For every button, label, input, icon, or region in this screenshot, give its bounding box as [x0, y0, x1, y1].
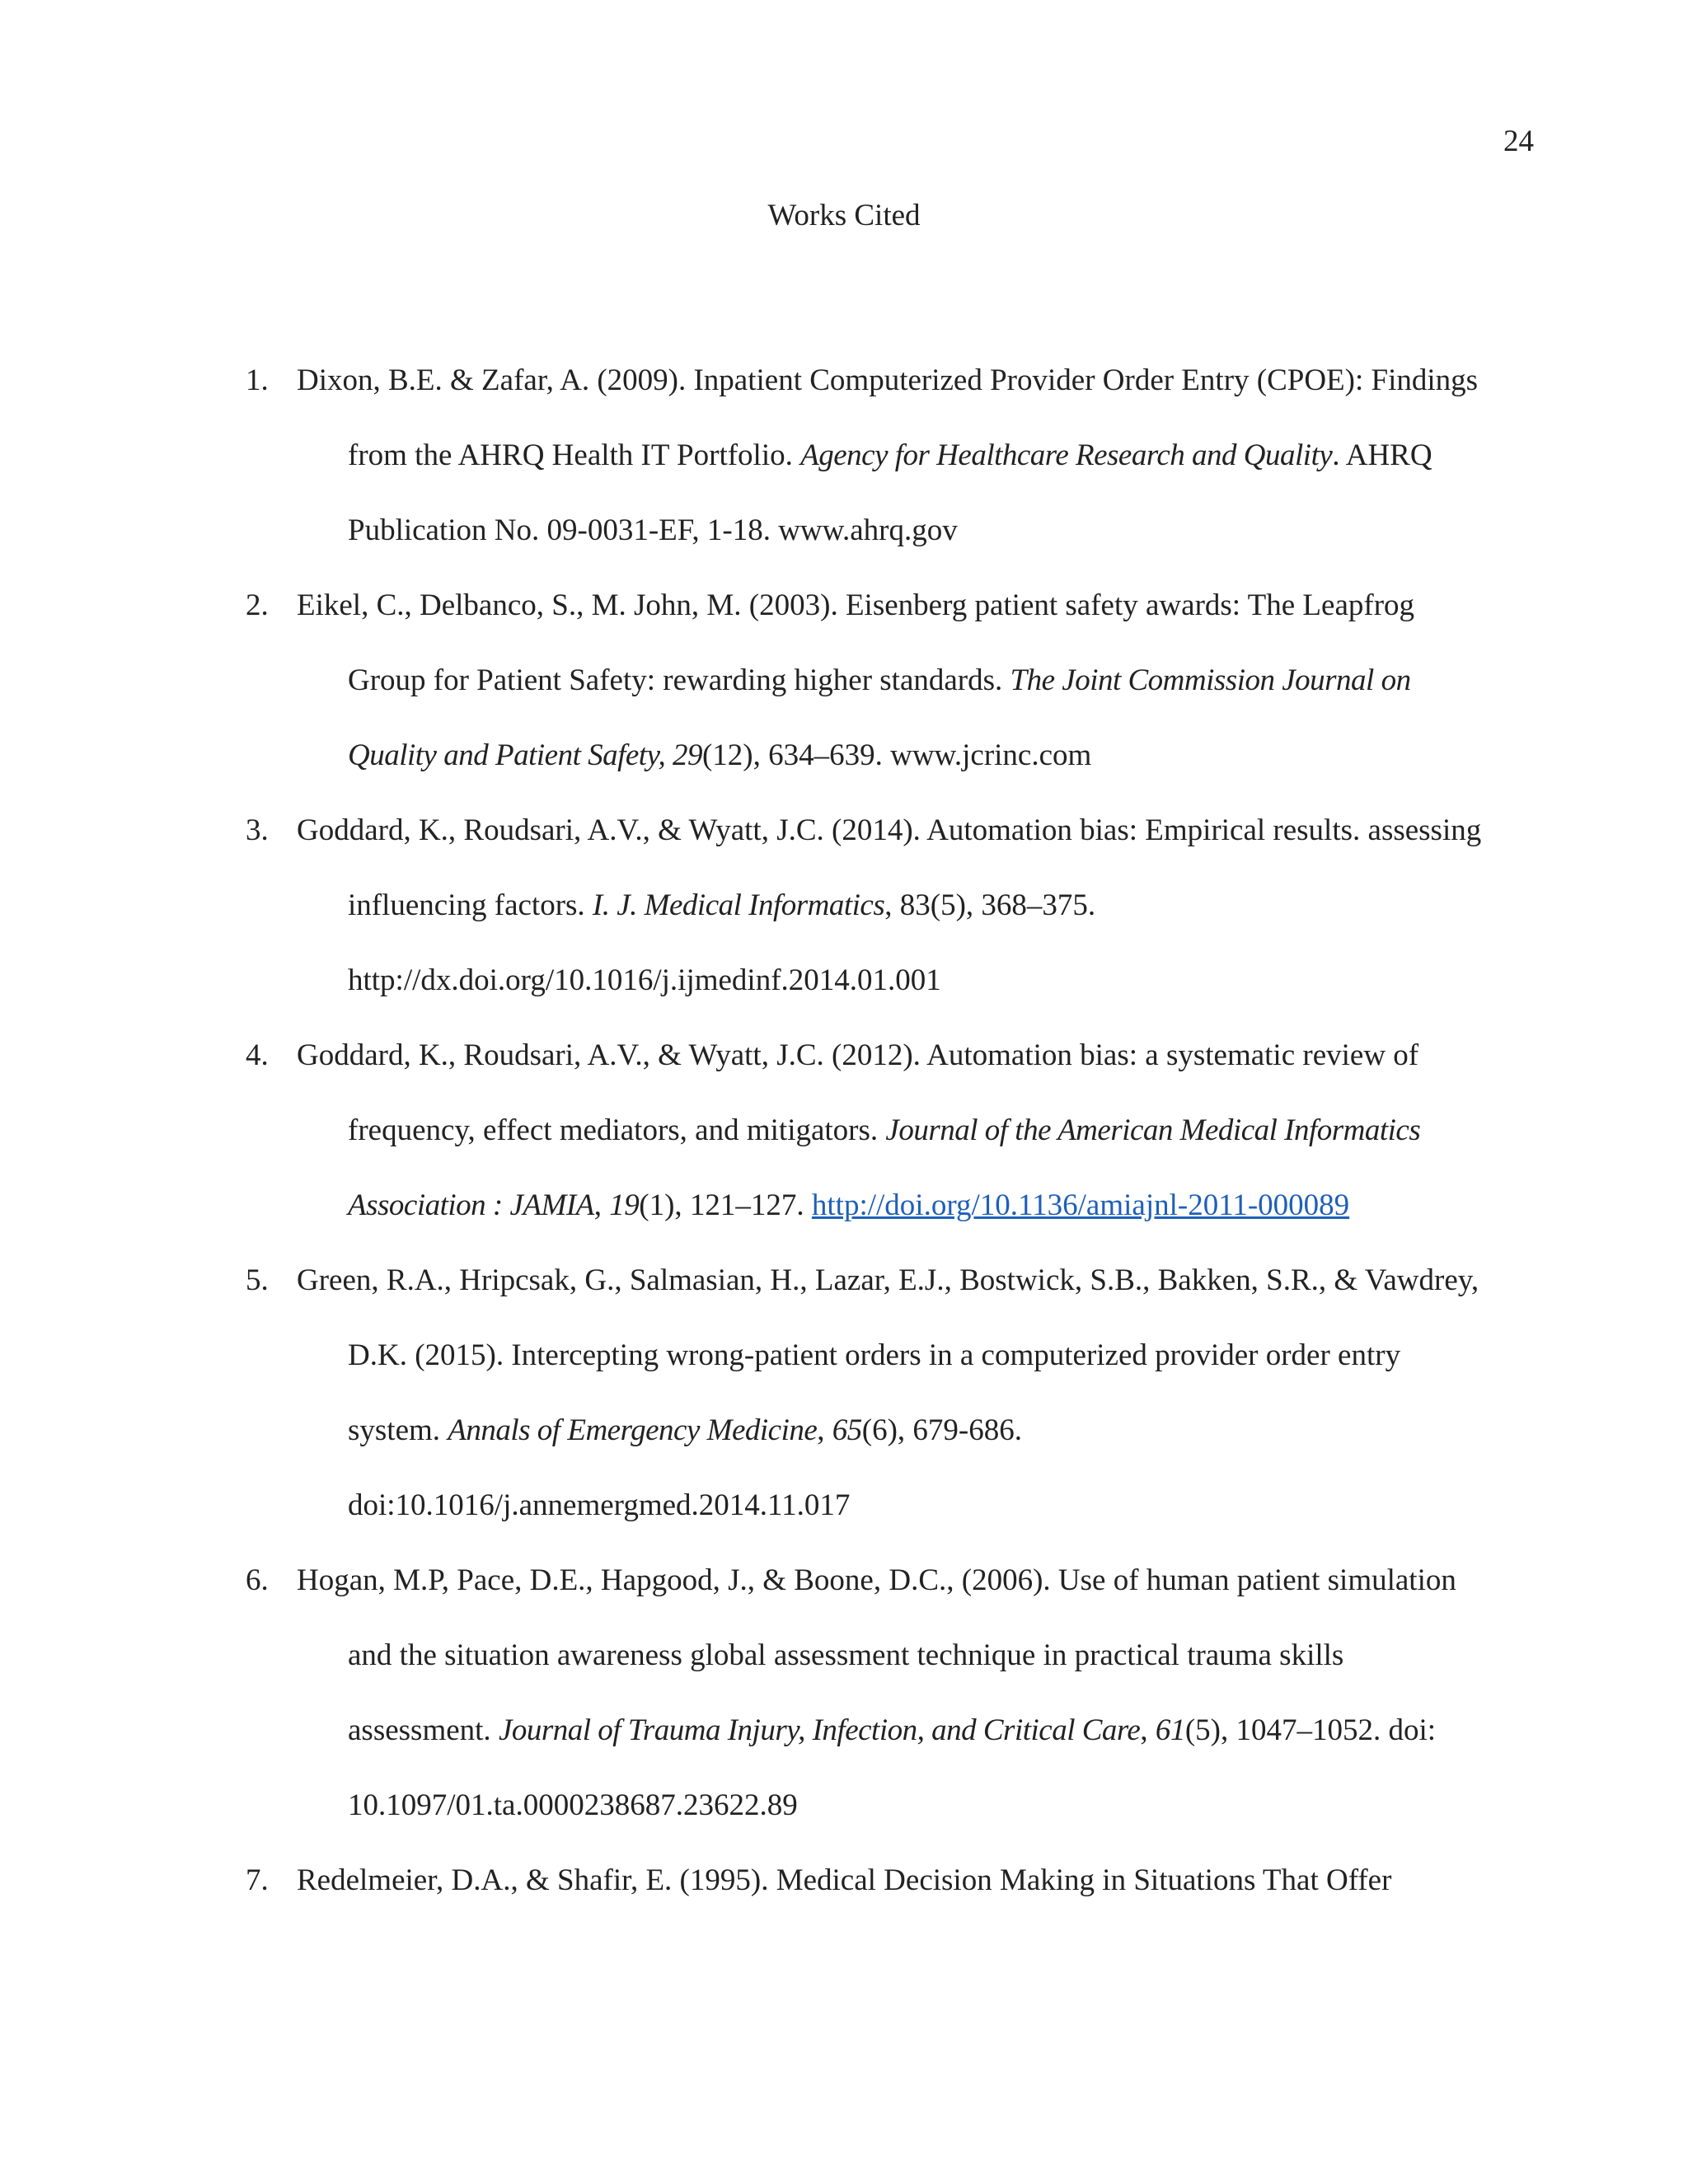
journal-title: I. J. Medical Informatics: [592, 888, 885, 922]
reference-number: 6.: [246, 1563, 269, 1597]
journal-title: Agency for Healthcare Research and Quality: [800, 438, 1333, 472]
reference-number: 3.: [246, 813, 269, 847]
reference-item: [246, 793, 1490, 1018]
reference-number: 2.: [246, 588, 269, 622]
reference-number: 4.: [246, 1038, 269, 1072]
reference-text: Goddard, K., Roudsari, A.V., & Wyatt, J.C. (2014). Automation bias: Empirical results. assessing influencing factors.: [297, 813, 1482, 922]
reference-item: [246, 1243, 1490, 1543]
reference-separator: ,: [593, 1188, 610, 1222]
reference-item: [246, 1018, 1490, 1243]
reference-text: Goddard, K., Roudsari, A.V., & Wyatt, J.C. (2012). Automation bias: a systematic review of frequency, effect mediators, and mitigators.: [297, 1038, 1419, 1147]
reference-number: 1.: [246, 363, 269, 397]
reference-item: [246, 568, 1490, 793]
doi-link[interactable]: http://doi.org/10.1136/amiajnl-2011-000089: [811, 1188, 1350, 1222]
reference-text: Dixon, B.E. & Zafar, A. (2009). Inpatient Computerized Provider Order Entry (CPOE): Findings from the AHRQ Health IT Portfolio.: [297, 363, 1479, 472]
reference-item: [246, 1843, 1490, 1918]
reference-number: 5.: [246, 1263, 269, 1297]
reference-details: (5), 1047–1052. doi: 10.1097/01.ta.0000238687.23622.89: [348, 1713, 1437, 1822]
reference-separator: ,: [817, 1413, 832, 1447]
volume-number: 65: [832, 1413, 862, 1447]
journal-title: Journal of Trauma Injury, Infection, and Critical Care: [498, 1713, 1141, 1747]
volume-number: 61: [1155, 1713, 1185, 1747]
page-number: 24: [1503, 124, 1534, 158]
works-cited-list: [246, 343, 1490, 1918]
reference-item: [246, 343, 1490, 568]
reference-text: Redelmeier, D.A., & Shafir, E. (1995). Medical Decision Making in Situations That Offer: [297, 1863, 1392, 1897]
reference-text: Eikel, C., Delbanco, S., M. John, M. (2003). Eisenberg patient safety awards: The Leapfrog Group for Patient Safety: rewarding higher standards.: [297, 588, 1415, 697]
reference-separator: ,: [1140, 1713, 1156, 1747]
reference-details: (1), 121–127.: [639, 1188, 812, 1222]
reference-details: . AHRQ Publication No. 09-0031-EF, 1-18. www.ahrq.gov: [348, 438, 1432, 547]
reference-text: Hogan, M.P, Pace, D.E., Hapgood, J., & Boone, D.C., (2006). Use of human patient simulation and the situation awareness global assessment technique in practical trauma skills assessment.: [297, 1563, 1456, 1747]
reference-details: (6), 679-686. doi:10.1016/j.annemergmed.2014.11.017: [348, 1413, 1022, 1522]
page-title: Works Cited: [767, 199, 921, 232]
journal-title: Journal of the American Medical Informatics Association : JAMIA: [348, 1113, 1421, 1222]
reference-details: (12), 634–639. www.jcrinc.com: [701, 738, 1092, 772]
reference-item: [246, 1543, 1490, 1843]
journal-title: Annals of Emergency Medicine: [448, 1413, 818, 1447]
reference-number: 7.: [246, 1863, 269, 1897]
journal-title: The Joint Commission Journal on Quality and Patient Safety, 29: [348, 663, 1411, 772]
volume-number: 19: [609, 1188, 640, 1222]
reference-text: Green, R.A., Hripcsak, G., Salmasian, H., Lazar, E.J., Bostwick, S.B., Bakken, S.R., & Vawdrey, D.K. (2015). Intercepting wrong-patient orders in a computerized provider order entry system.: [297, 1263, 1479, 1447]
reference-details: , 83(5), 368–375. http://dx.doi.org/10.1016/j.ijmedinf.2014.01.001: [348, 888, 1096, 997]
